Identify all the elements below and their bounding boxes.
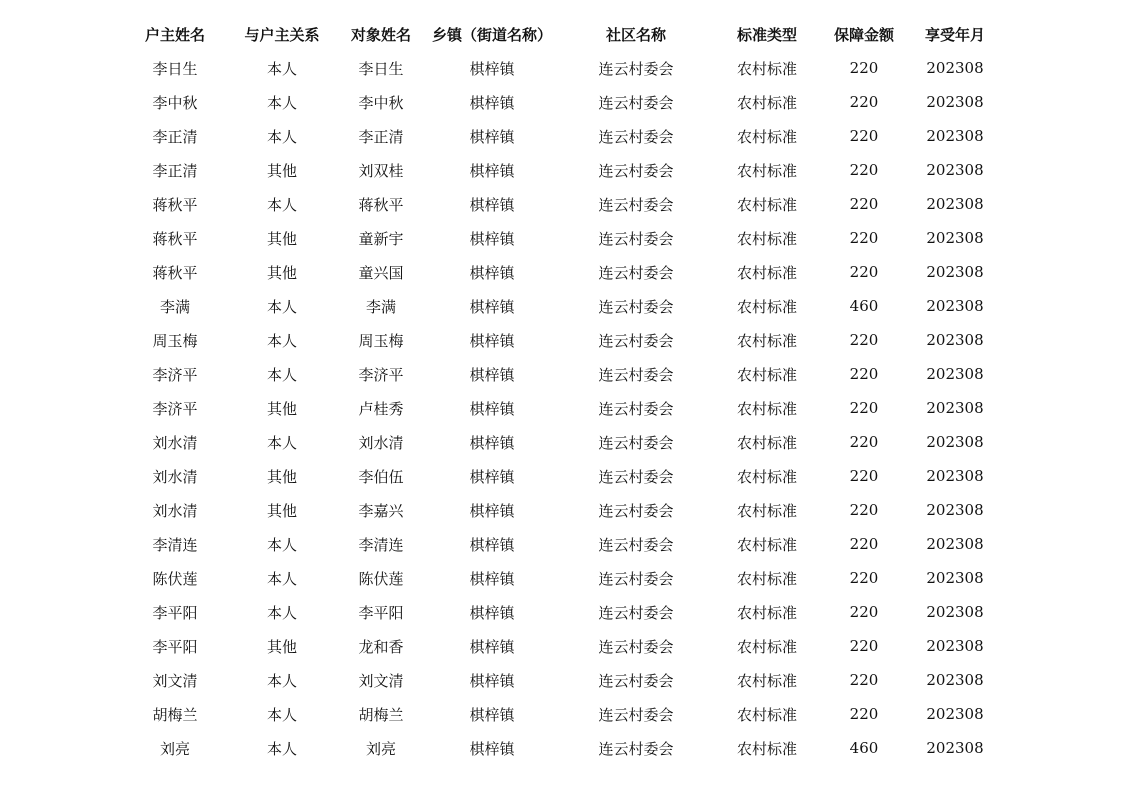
- relationship-cell: 其他: [266, 229, 297, 248]
- standard-type-cell: 农村标准: [736, 501, 797, 520]
- standard-type-cell: 农村标准: [736, 297, 797, 316]
- township-cell: 棋梓镇: [469, 569, 515, 588]
- recipient-name-cell: 李平阳: [358, 603, 404, 622]
- standard-type-cell: 农村标准: [736, 127, 797, 146]
- table-header-row: [120, 17, 1000, 51]
- township-cell: 棋梓镇: [469, 93, 515, 112]
- period-cell: 202308: [926, 365, 984, 383]
- township-cell: 棋梓镇: [469, 705, 515, 724]
- relationship-cell: 本人: [266, 433, 297, 452]
- township-cell: 棋梓镇: [469, 195, 515, 214]
- householder-name-cell: 李正清: [152, 127, 198, 146]
- amount-cell: 220: [849, 637, 879, 655]
- township-cell: 棋梓镇: [469, 263, 515, 282]
- township-cell: 棋梓镇: [469, 59, 515, 78]
- community-cell: 连云村委会: [598, 331, 674, 350]
- amount-cell: 460: [849, 297, 879, 315]
- community-cell: 连云村委会: [598, 161, 674, 180]
- table-row: [120, 51, 1000, 85]
- standard-type-cell: 农村标准: [736, 637, 797, 656]
- community-cell: 连云村委会: [598, 705, 674, 724]
- community-cell: 连云村委会: [598, 263, 674, 282]
- relationship-cell: 本人: [266, 93, 297, 112]
- recipient-name-cell: 李日生: [358, 59, 404, 78]
- amount-cell: 220: [849, 603, 879, 621]
- amount-cell: 220: [849, 535, 879, 553]
- table-row: [120, 357, 1000, 391]
- township-cell: 棋梓镇: [469, 365, 515, 384]
- community-cell: 连云村委会: [598, 399, 674, 418]
- period-cell: 202308: [926, 263, 984, 281]
- recipient-name-cell: 李济平: [358, 365, 404, 384]
- recipient-name-cell: 李中秋: [358, 93, 404, 112]
- recipient-name-cell: 刘双桂: [358, 161, 404, 180]
- table-row: [120, 153, 1000, 187]
- header-standard-type: 标准类型: [736, 25, 797, 44]
- relationship-cell: 本人: [266, 603, 297, 622]
- relationship-cell: 其他: [266, 263, 297, 282]
- community-cell: 连云村委会: [598, 93, 674, 112]
- period-cell: 202308: [926, 127, 984, 145]
- recipient-name-cell: 刘亮: [365, 739, 396, 758]
- householder-name-cell: 李日生: [152, 59, 198, 78]
- period-cell: 202308: [926, 399, 984, 417]
- header-recipient-name: 对象姓名: [350, 25, 411, 44]
- householder-name-cell: 胡梅兰: [152, 705, 198, 724]
- community-cell: 连云村委会: [598, 365, 674, 384]
- relationship-cell: 其他: [266, 637, 297, 656]
- relationship-cell: 其他: [266, 501, 297, 520]
- header-community: 社区名称: [605, 25, 666, 44]
- standard-type-cell: 农村标准: [736, 161, 797, 180]
- table-row: [120, 459, 1000, 493]
- table-row: [120, 629, 1000, 663]
- recipient-name-cell: 童新宇: [358, 229, 404, 248]
- amount-cell: 220: [849, 399, 879, 417]
- recipient-name-cell: 童兴国: [358, 263, 404, 282]
- amount-cell: 220: [849, 501, 879, 519]
- township-cell: 棋梓镇: [469, 229, 515, 248]
- recipient-name-cell: 胡梅兰: [358, 705, 404, 724]
- community-cell: 连云村委会: [598, 59, 674, 78]
- recipient-name-cell: 龙和香: [358, 637, 404, 656]
- township-cell: 棋梓镇: [469, 603, 515, 622]
- recipient-name-cell: 周玉梅: [358, 331, 404, 350]
- householder-name-cell: 蒋秋平: [152, 229, 198, 248]
- householder-name-cell: 李满: [159, 297, 190, 316]
- standard-type-cell: 农村标准: [736, 739, 797, 758]
- township-cell: 棋梓镇: [469, 399, 515, 418]
- relationship-cell: 本人: [266, 569, 297, 588]
- table-row: [120, 119, 1000, 153]
- table-row: [120, 731, 1000, 765]
- recipient-name-cell: 卢桂秀: [358, 399, 404, 418]
- householder-name-cell: 蒋秋平: [152, 195, 198, 214]
- period-cell: 202308: [926, 637, 984, 655]
- householder-name-cell: 刘水清: [152, 433, 198, 452]
- relationship-cell: 其他: [266, 467, 297, 486]
- period-cell: 202308: [926, 603, 984, 621]
- amount-cell: 220: [849, 433, 879, 451]
- householder-name-cell: 周玉梅: [152, 331, 198, 350]
- recipient-name-cell: 李满: [365, 297, 396, 316]
- table-body: [120, 51, 1000, 765]
- amount-cell: 220: [849, 263, 879, 281]
- amount-cell: 220: [849, 671, 879, 689]
- recipient-name-cell: 刘文清: [358, 671, 404, 690]
- recipient-name-cell: 李正清: [358, 127, 404, 146]
- community-cell: 连云村委会: [598, 229, 674, 248]
- standard-type-cell: 农村标准: [736, 229, 797, 248]
- table-row: [120, 289, 1000, 323]
- householder-name-cell: 刘水清: [152, 467, 198, 486]
- householder-name-cell: 李平阳: [152, 637, 198, 656]
- period-cell: 202308: [926, 501, 984, 519]
- table-row: [120, 187, 1000, 221]
- township-cell: 棋梓镇: [469, 331, 515, 350]
- relationship-cell: 本人: [266, 705, 297, 724]
- header-township: 乡镇（街道名称）: [431, 25, 552, 44]
- householder-name-cell: 李清连: [152, 535, 198, 554]
- table-row: [120, 527, 1000, 561]
- township-cell: 棋梓镇: [469, 127, 515, 146]
- period-cell: 202308: [926, 331, 984, 349]
- standard-type-cell: 农村标准: [736, 705, 797, 724]
- standard-type-cell: 农村标准: [736, 399, 797, 418]
- relationship-cell: 其他: [266, 399, 297, 418]
- standard-type-cell: 农村标准: [736, 195, 797, 214]
- standard-type-cell: 农村标准: [736, 535, 797, 554]
- amount-cell: 220: [849, 59, 879, 77]
- householder-name-cell: 刘亮: [159, 739, 190, 758]
- period-cell: 202308: [926, 569, 984, 587]
- township-cell: 棋梓镇: [469, 671, 515, 690]
- township-cell: 棋梓镇: [469, 739, 515, 758]
- table-row: [120, 85, 1000, 119]
- recipient-name-cell: 李清连: [358, 535, 404, 554]
- amount-cell: 220: [849, 569, 879, 587]
- community-cell: 连云村委会: [598, 739, 674, 758]
- standard-type-cell: 农村标准: [736, 93, 797, 112]
- amount-cell: 220: [849, 229, 879, 247]
- recipient-name-cell: 蒋秋平: [358, 195, 404, 214]
- householder-name-cell: 李中秋: [152, 93, 198, 112]
- standard-type-cell: 农村标准: [736, 603, 797, 622]
- subsidy-roster-table: [120, 17, 1000, 765]
- table-row: [120, 425, 1000, 459]
- table-row: [120, 221, 1000, 255]
- standard-type-cell: 农村标准: [736, 467, 797, 486]
- recipient-name-cell: 刘水清: [358, 433, 404, 452]
- table-row: [120, 255, 1000, 289]
- community-cell: 连云村委会: [598, 127, 674, 146]
- relationship-cell: 其他: [266, 161, 297, 180]
- township-cell: 棋梓镇: [469, 501, 515, 520]
- standard-type-cell: 农村标准: [736, 263, 797, 282]
- amount-cell: 220: [849, 705, 879, 723]
- community-cell: 连云村委会: [598, 195, 674, 214]
- table-row: [120, 323, 1000, 357]
- header-period: 享受年月: [924, 25, 985, 44]
- householder-name-cell: 蒋秋平: [152, 263, 198, 282]
- relationship-cell: 本人: [266, 331, 297, 350]
- amount-cell: 220: [849, 365, 879, 383]
- period-cell: 202308: [926, 705, 984, 723]
- township-cell: 棋梓镇: [469, 637, 515, 656]
- township-cell: 棋梓镇: [469, 467, 515, 486]
- period-cell: 202308: [926, 93, 984, 111]
- table-row: [120, 561, 1000, 595]
- period-cell: 202308: [926, 467, 984, 485]
- community-cell: 连云村委会: [598, 433, 674, 452]
- table-row: [120, 391, 1000, 425]
- standard-type-cell: 农村标准: [736, 433, 797, 452]
- recipient-name-cell: 李嘉兴: [358, 501, 404, 520]
- householder-name-cell: 李济平: [152, 365, 198, 384]
- standard-type-cell: 农村标准: [736, 365, 797, 384]
- community-cell: 连云村委会: [598, 535, 674, 554]
- standard-type-cell: 农村标准: [736, 331, 797, 350]
- amount-cell: 220: [849, 93, 879, 111]
- recipient-name-cell: 陈伏莲: [358, 569, 404, 588]
- period-cell: 202308: [926, 229, 984, 247]
- amount-cell: 220: [849, 195, 879, 213]
- householder-name-cell: 李济平: [152, 399, 198, 418]
- township-cell: 棋梓镇: [469, 535, 515, 554]
- householder-name-cell: 李正清: [152, 161, 198, 180]
- relationship-cell: 本人: [266, 365, 297, 384]
- amount-cell: 220: [849, 467, 879, 485]
- community-cell: 连云村委会: [598, 297, 674, 316]
- relationship-cell: 本人: [266, 195, 297, 214]
- relationship-cell: 本人: [266, 297, 297, 316]
- standard-type-cell: 农村标准: [736, 569, 797, 588]
- period-cell: 202308: [926, 535, 984, 553]
- period-cell: 202308: [926, 161, 984, 179]
- relationship-cell: 本人: [266, 59, 297, 78]
- recipient-name-cell: 李伯伍: [358, 467, 404, 486]
- period-cell: 202308: [926, 297, 984, 315]
- community-cell: 连云村委会: [598, 603, 674, 622]
- amount-cell: 220: [849, 331, 879, 349]
- table-row: [120, 493, 1000, 527]
- householder-name-cell: 李平阳: [152, 603, 198, 622]
- community-cell: 连云村委会: [598, 671, 674, 690]
- householder-name-cell: 刘文清: [152, 671, 198, 690]
- period-cell: 202308: [926, 59, 984, 77]
- table-row: [120, 663, 1000, 697]
- period-cell: 202308: [926, 671, 984, 689]
- standard-type-cell: 农村标准: [736, 59, 797, 78]
- householder-name-cell: 陈伏莲: [152, 569, 198, 588]
- township-cell: 棋梓镇: [469, 433, 515, 452]
- table-row: [120, 595, 1000, 629]
- period-cell: 202308: [926, 433, 984, 451]
- period-cell: 202308: [926, 739, 984, 757]
- relationship-cell: 本人: [266, 671, 297, 690]
- community-cell: 连云村委会: [598, 569, 674, 588]
- community-cell: 连云村委会: [598, 501, 674, 520]
- header-relationship: 与户主关系: [244, 25, 320, 44]
- period-cell: 202308: [926, 195, 984, 213]
- householder-name-cell: 刘水清: [152, 501, 198, 520]
- relationship-cell: 本人: [266, 127, 297, 146]
- amount-cell: 220: [849, 127, 879, 145]
- amount-cell: 220: [849, 161, 879, 179]
- community-cell: 连云村委会: [598, 467, 674, 486]
- relationship-cell: 本人: [266, 535, 297, 554]
- standard-type-cell: 农村标准: [736, 671, 797, 690]
- community-cell: 连云村委会: [598, 637, 674, 656]
- amount-cell: 460: [849, 739, 879, 757]
- township-cell: 棋梓镇: [469, 297, 515, 316]
- header-amount: 保障金额: [833, 25, 894, 44]
- table-row: [120, 697, 1000, 731]
- township-cell: 棋梓镇: [469, 161, 515, 180]
- header-householder-name: 户主姓名: [144, 25, 205, 44]
- relationship-cell: 本人: [266, 739, 297, 758]
